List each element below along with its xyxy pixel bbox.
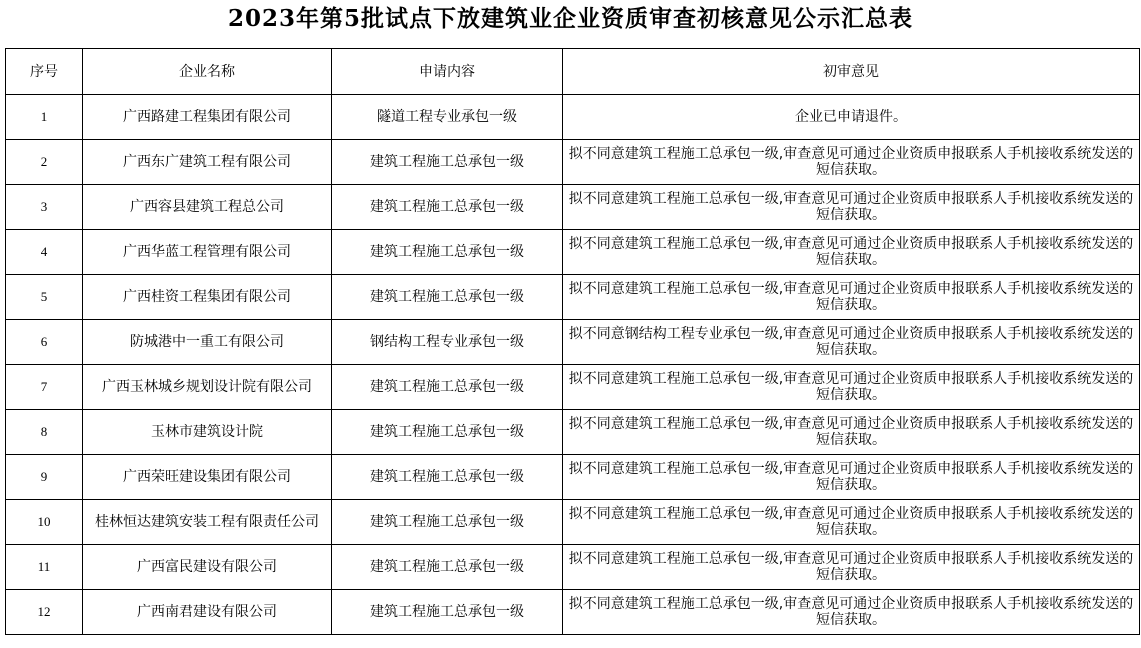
review-opinion: 拟不同意建筑工程施工总承包一级,审查意见可通过企业资质申报联系人手机接收系统发送的短信获取。 bbox=[563, 230, 1140, 275]
table-body bbox=[6, 95, 1140, 635]
company-name: 广西华蓝工程管理有限公司 bbox=[83, 230, 332, 275]
application-content: 建筑工程施工总承包一级 bbox=[332, 185, 563, 230]
header-no: 序号 bbox=[6, 49, 83, 95]
review-opinion: 拟不同意钢结构工程专业承包一级,审查意见可通过企业资质申报联系人手机接收系统发送的短信获取。 bbox=[563, 320, 1140, 365]
company-name: 广西东广建筑工程有限公司 bbox=[83, 140, 332, 185]
row-number: 1 bbox=[6, 95, 83, 140]
company-name: 广西富民建设有限公司 bbox=[83, 545, 332, 590]
application-content: 建筑工程施工总承包一级 bbox=[332, 140, 563, 185]
application-content: 建筑工程施工总承包一级 bbox=[332, 545, 563, 590]
row-number: 5 bbox=[6, 275, 83, 320]
row-number: 4 bbox=[6, 230, 83, 275]
company-name: 广西南君建设有限公司 bbox=[83, 590, 332, 635]
row-number: 7 bbox=[6, 365, 83, 410]
application-content: 建筑工程施工总承包一级 bbox=[332, 455, 563, 500]
application-content: 建筑工程施工总承包一级 bbox=[332, 410, 563, 455]
table-header bbox=[6, 49, 1140, 95]
review-opinion: 拟不同意建筑工程施工总承包一级,审查意见可通过企业资质申报联系人手机接收系统发送的短信获取。 bbox=[563, 545, 1140, 590]
company-name: 桂林恒达建筑安装工程有限责任公司 bbox=[83, 500, 332, 545]
table-row bbox=[6, 140, 1140, 185]
table-row bbox=[6, 320, 1140, 365]
row-number: 2 bbox=[6, 140, 83, 185]
header-company: 企业名称 bbox=[83, 49, 332, 95]
company-name: 防城港中一重工有限公司 bbox=[83, 320, 332, 365]
review-opinion: 拟不同意建筑工程施工总承包一级,审查意见可通过企业资质申报联系人手机接收系统发送的短信获取。 bbox=[563, 365, 1140, 410]
table-row bbox=[6, 365, 1140, 410]
review-opinion: 拟不同意建筑工程施工总承包一级,审查意见可通过企业资质申报联系人手机接收系统发送的短信获取。 bbox=[563, 275, 1140, 320]
review-opinion: 拟不同意建筑工程施工总承包一级,审查意见可通过企业资质申报联系人手机接收系统发送的短信获取。 bbox=[563, 500, 1140, 545]
table-row bbox=[6, 230, 1140, 275]
company-name: 广西桂资工程集团有限公司 bbox=[83, 275, 332, 320]
table-row bbox=[6, 590, 1140, 635]
row-number: 3 bbox=[6, 185, 83, 230]
table-row bbox=[6, 455, 1140, 500]
header-application: 申请内容 bbox=[332, 49, 563, 95]
company-name: 广西路建工程集团有限公司 bbox=[83, 95, 332, 140]
table-row bbox=[6, 545, 1140, 590]
application-content: 建筑工程施工总承包一级 bbox=[332, 365, 563, 410]
company-name: 广西容县建筑工程总公司 bbox=[83, 185, 332, 230]
review-opinion: 拟不同意建筑工程施工总承包一级,审查意见可通过企业资质申报联系人手机接收系统发送的短信获取。 bbox=[563, 410, 1140, 455]
header-row bbox=[6, 49, 1140, 95]
company-name: 玉林市建筑设计院 bbox=[83, 410, 332, 455]
application-content: 建筑工程施工总承包一级 bbox=[332, 275, 563, 320]
company-name: 广西玉林城乡规划设计院有限公司 bbox=[83, 365, 332, 410]
application-content: 建筑工程施工总承包一级 bbox=[332, 230, 563, 275]
application-content: 建筑工程施工总承包一级 bbox=[332, 590, 563, 635]
review-opinion: 拟不同意建筑工程施工总承包一级,审查意见可通过企业资质申报联系人手机接收系统发送的短信获取。 bbox=[563, 140, 1140, 185]
review-opinion: 拟不同意建筑工程施工总承包一级,审查意见可通过企业资质申报联系人手机接收系统发送的短信获取。 bbox=[563, 590, 1140, 635]
table-row bbox=[6, 95, 1140, 140]
table-row bbox=[6, 500, 1140, 545]
row-number: 10 bbox=[6, 500, 83, 545]
row-number: 12 bbox=[6, 590, 83, 635]
row-number: 11 bbox=[6, 545, 83, 590]
table-row bbox=[6, 275, 1140, 320]
review-opinion: 企业已申请退件。 bbox=[563, 95, 1140, 140]
row-number: 6 bbox=[6, 320, 83, 365]
company-name: 广西荣旺建设集团有限公司 bbox=[83, 455, 332, 500]
table-row bbox=[6, 410, 1140, 455]
row-number: 8 bbox=[6, 410, 83, 455]
application-content: 隧道工程专业承包一级 bbox=[332, 95, 563, 140]
application-content: 建筑工程施工总承包一级 bbox=[332, 500, 563, 545]
header-opinion: 初审意见 bbox=[563, 49, 1140, 95]
application-content: 钢结构工程专业承包一级 bbox=[332, 320, 563, 365]
review-opinion: 拟不同意建筑工程施工总承包一级,审查意见可通过企业资质申报联系人手机接收系统发送的短信获取。 bbox=[563, 455, 1140, 500]
document-title: 2023年第5批试点下放建筑业企业资质审查初核意见公示汇总表 bbox=[227, 5, 914, 32]
table-row bbox=[6, 185, 1140, 230]
review-opinion: 拟不同意建筑工程施工总承包一级,审查意见可通过企业资质申报联系人手机接收系统发送的短信获取。 bbox=[563, 185, 1140, 230]
row-number: 9 bbox=[6, 455, 83, 500]
summary-table bbox=[5, 48, 1140, 635]
